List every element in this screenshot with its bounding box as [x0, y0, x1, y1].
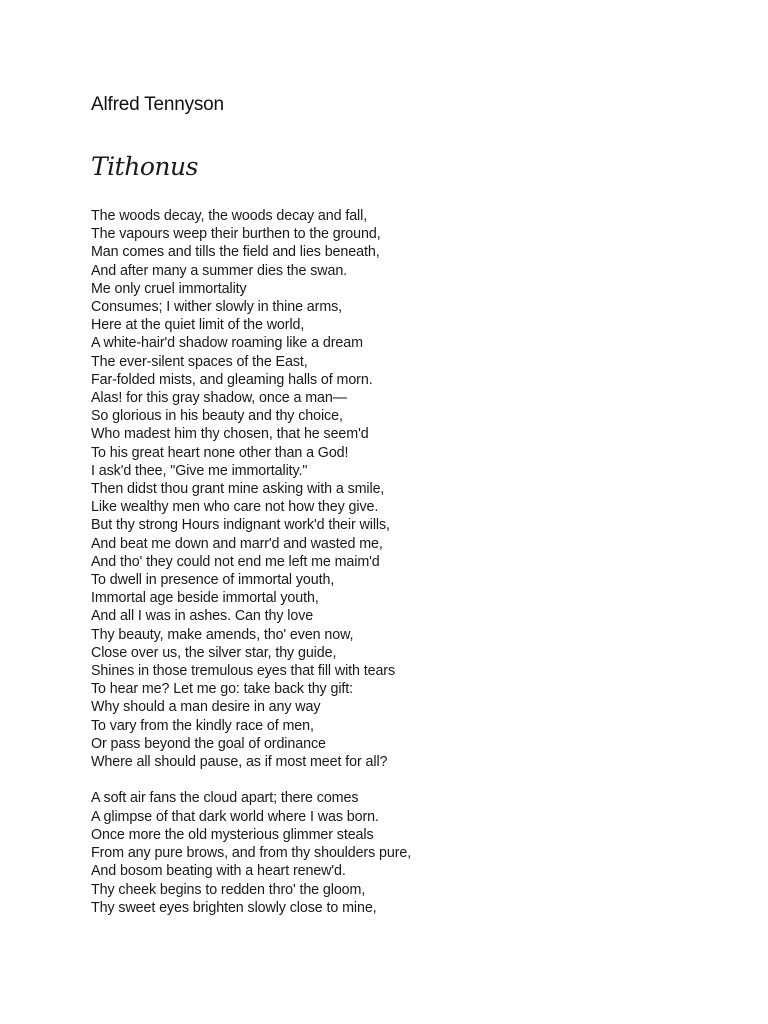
poem-line: So glorious in his beauty and thy choice, — [91, 408, 343, 425]
poem-line: Me only cruel immortality — [91, 280, 247, 297]
poem-line: Once more the old mysterious glimmer steals — [91, 826, 374, 843]
poem-line: Here at the quiet limit of the world, — [91, 317, 305, 334]
poem-line: Thy sweet eyes brighten slowly close to mine, — [91, 899, 377, 916]
poem-line: To vary from the kindly race of men, — [91, 717, 314, 734]
poem-line: Shines in those tremulous eyes that fill with tears — [91, 663, 396, 680]
poem-line: And bosom beating with a heart renew'd. — [91, 863, 346, 880]
author-name: Alfred Tennyson — [91, 94, 224, 115]
poem-line: Why should a man desire in any way — [91, 699, 321, 716]
poem-line: And beat me down and marr'd and wasted me, — [91, 535, 383, 552]
poem-line: To dwell in presence of immortal youth, — [91, 572, 335, 589]
poem-line: Then didst thou grant mine asking with a smile, — [91, 481, 385, 498]
poem-line: I ask'd thee, "Give me immortality." — [91, 462, 308, 479]
poem-line: Immortal age beside immortal youth, — [91, 590, 319, 607]
poem-line: Who madest him thy chosen, that he seem'd — [91, 426, 369, 443]
poem-line: From any pure brows, and from thy shoulders pure, — [91, 845, 412, 862]
poem-line: And all I was in ashes. Can thy love — [91, 608, 314, 625]
poem-line: The woods decay, the woods decay and fall, — [91, 208, 368, 224]
stanza-2 — [91, 789, 711, 916]
poem-line: Like wealthy men who care not how they give. — [91, 499, 379, 516]
poem-line: The vapours weep their burthen to the ground, — [91, 226, 381, 243]
poem-body — [91, 207, 711, 917]
poem-line: To his great heart none other than a God! — [91, 444, 349, 461]
poem-line: To hear me? Let me go: take back thy gift: — [91, 681, 354, 698]
poem-line: Thy cheek begins to redden thro' the gloom, — [91, 881, 366, 898]
poem-line: Man comes and tills the field and lies beneath, — [91, 244, 380, 261]
poem-line: The ever-silent spaces of the East, — [91, 353, 308, 370]
poem-line: Close over us, the silver star, thy guide, — [91, 644, 337, 661]
stanza-1 — [91, 207, 711, 771]
poem-line: Where all should pause, as if most meet for all? — [91, 754, 388, 771]
poem-line: Far-folded mists, and gleaming halls of morn. — [91, 371, 373, 388]
poem-title: Tithonus — [91, 152, 198, 181]
poem-line: A soft air fans the cloud apart; there comes — [91, 790, 359, 807]
poem-line: And after many a summer dies the swan. — [91, 262, 348, 279]
poem-line: A glimpse of that dark world where I was born. — [91, 808, 379, 825]
poem-line: Or pass beyond the goal of ordinance — [91, 735, 326, 752]
poem-line: But thy strong Hours indignant work'd their wills, — [91, 517, 390, 534]
poem-line: Thy beauty, make amends, tho' even now, — [91, 626, 354, 643]
poem-line: And tho' they could not end me left me maim'd — [91, 553, 380, 570]
poem-line: Consumes; I wither slowly in thine arms, — [91, 299, 343, 316]
poem-line: A white-hair'd shadow roaming like a dream — [91, 335, 363, 352]
poem-line: Alas! for this gray shadow, once a man— — [91, 390, 347, 407]
